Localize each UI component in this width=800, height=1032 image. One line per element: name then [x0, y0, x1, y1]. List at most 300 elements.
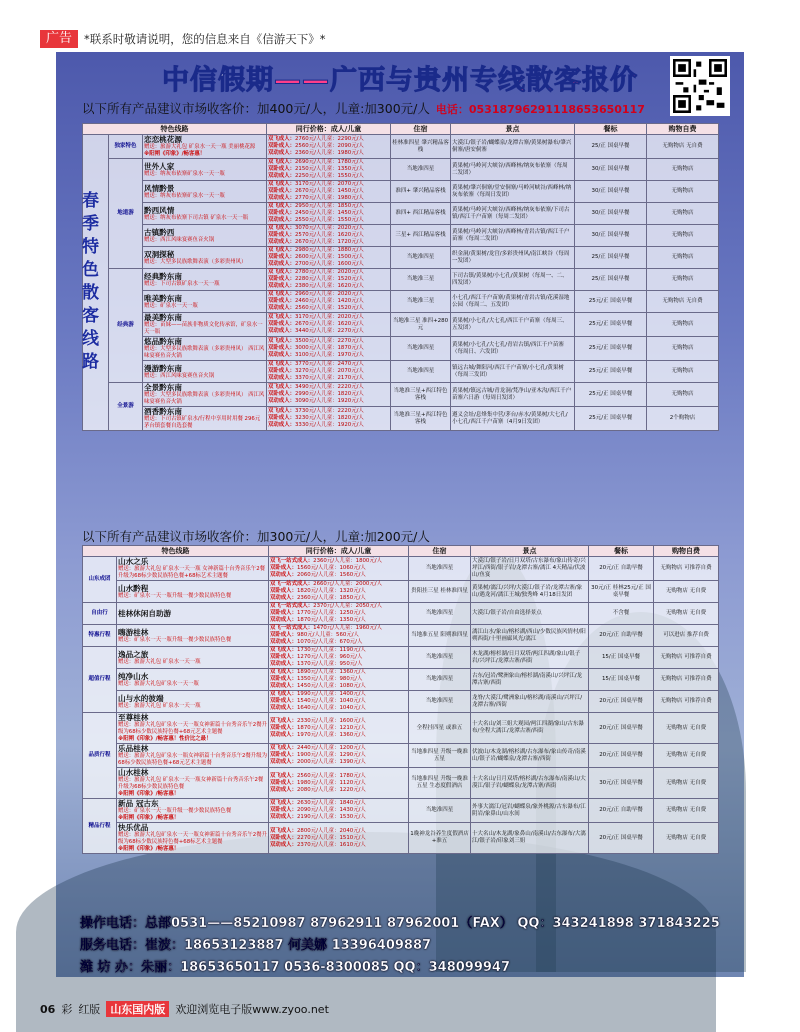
- meal-cell: 30/正 国桌早餐: [575, 225, 647, 247]
- shop-cell: 可以进店 推荐自费: [654, 625, 719, 647]
- price-adult: 3770元/人儿童：: [294, 361, 338, 367]
- price-type: 双动成人：: [268, 375, 295, 381]
- price-cell: [269, 744, 409, 768]
- price-adult: 3490元/人儿童：: [294, 384, 338, 390]
- price-type: 双飞成人：: [268, 181, 295, 187]
- shop-cell: 2个购物店: [647, 407, 719, 431]
- price-line: [268, 254, 389, 261]
- price-adult: 2560元/人儿童：: [294, 143, 338, 149]
- meal-cell: 25/正 国桌早餐: [575, 247, 647, 269]
- header-meal: 餐标: [589, 546, 654, 557]
- price-adult: 2330元/人儿童：: [296, 717, 340, 724]
- route-name[interactable]: 山与水的彼端: [118, 693, 164, 703]
- price-type: 双飞成人：: [268, 408, 295, 414]
- stay-cell: 当地准四星: [409, 691, 471, 713]
- price-line: [270, 732, 407, 739]
- spots-cell: 黄果树/马岭河大峡谷/西峰林/纳灰布依寨（每周二发团）: [451, 159, 575, 181]
- price-child: 1980元/人: [337, 195, 364, 201]
- route-cell: [143, 135, 267, 159]
- meal-cell: 25元/正 国桌早餐: [575, 291, 647, 313]
- price-cell: [269, 768, 409, 799]
- stay-cell: 当地准四星: [409, 647, 471, 669]
- spots-cell: 大漠江/银子岩/自由选择景点: [471, 603, 589, 625]
- price-adult: 2440元/人儿童：: [296, 745, 340, 751]
- stay-cell: 当地准四星: [409, 799, 471, 823]
- price-type: 双动成人：: [268, 422, 295, 428]
- spots-cell: 黄果树/漓江/兴坪/大漠江/银子岩/龙潭古寨/象山/遇龙河/漓江王城/独秀峰 4月18日发团: [471, 581, 589, 603]
- route-name[interactable]: 漫游黔东南: [144, 363, 182, 373]
- price-cell: [267, 313, 391, 337]
- price-child: 1920元/人: [337, 398, 364, 404]
- shop-cell: 无购物店: [647, 225, 719, 247]
- table-row: [83, 713, 719, 744]
- price-type: 双卧成人：: [270, 588, 297, 594]
- price-child: 1960元/人: [355, 625, 382, 631]
- price-type: 双卧成人：: [270, 724, 297, 731]
- stay-cell: 准四+ 西江精品客栈: [391, 203, 451, 225]
- shop-cell: 无购物店 可推荐自费: [654, 557, 719, 581]
- route-name[interactable]: 黔西风情: [144, 205, 175, 215]
- shop-cell: 无购物店 可推荐自费: [654, 691, 719, 713]
- route-name[interactable]: 山水桂林: [118, 768, 149, 777]
- header-meal: 餐标: [575, 124, 647, 135]
- price-child: 1210元/人: [339, 724, 366, 731]
- header-shop: 购物自费: [647, 124, 719, 135]
- price-type: 双卧成人：: [268, 143, 295, 149]
- price-type: 双飞成人：: [270, 745, 297, 751]
- price-type: 双动成人：: [268, 261, 295, 267]
- price-child: 1840元/人: [339, 800, 366, 806]
- header-stay: 住宿: [391, 124, 451, 135]
- price-line: [270, 787, 407, 794]
- price-adult: 1770元/人儿童：: [296, 610, 340, 616]
- spots-cell: 外事大漓江/冠岩/蝴蝶泉/象外桃源/古东瀑布/江阴岩/象鼻山/山水间: [471, 799, 589, 823]
- route-name[interactable]: 乐品桂林: [118, 744, 149, 753]
- price-line: [268, 173, 389, 180]
- contact-service[interactable]: 服务电话：崔波：18653123887 何美娜 13396409887: [80, 938, 432, 953]
- price-child: 2090元/人: [337, 143, 364, 149]
- stay-cell: 桂林准四星 肇兴精品客栈: [391, 135, 451, 159]
- price-adult: 2360元/人儿童：: [294, 150, 338, 156]
- price-adult: 1640元/人儿童：: [296, 705, 340, 711]
- price-type: 双卧成人：: [270, 807, 297, 813]
- route-name[interactable]: 悠品黔东南: [144, 337, 182, 346]
- price-child: 1780元/人: [337, 159, 364, 165]
- route-gift: 赠送：旅游大礼包 矿泉水一天一瓶 美丽桃花源: [144, 144, 256, 150]
- shop-cell: 无购物店 无自费: [654, 744, 719, 768]
- meal-cell: 25/正 国桌早餐: [575, 135, 647, 159]
- price-type: 双动成人：: [268, 398, 295, 404]
- stay-cell: 当地准三星+西江特色客栈: [391, 383, 451, 407]
- price-child: 1600元/人: [337, 261, 364, 267]
- route-gift: 赠送：旅游大礼包矿泉水一天一瓶女神新篇十台秀音乐午2餐升级为68标少数民族特色餐+68元艺术主题餐: [118, 722, 267, 735]
- price-line: [270, 698, 407, 705]
- price-adult: 2990元/人儿童：: [294, 391, 338, 397]
- price-child: 2070元/人: [337, 181, 364, 187]
- price-line: [268, 276, 389, 283]
- route-cell: [117, 603, 269, 625]
- route-name[interactable]: 山水黔程: [118, 583, 149, 593]
- spots-cell: 十大名山/刘三姐大观园/两江四湖/象山/古东瀑布/全程大漓江/龙潭古寨/西街: [471, 713, 589, 744]
- contact-phone[interactable]: 电话：05318796291118653650117: [435, 103, 645, 116]
- price-line: [268, 368, 389, 375]
- route-name[interactable]: 至尊桂林: [118, 713, 149, 722]
- meal-cell: 25元/正 国桌早餐: [575, 337, 647, 361]
- ad-tag: 广告: [40, 30, 78, 48]
- price-type: 双动成人：: [268, 283, 295, 289]
- price-type: 双动成人：: [268, 239, 295, 245]
- price-line: [270, 558, 407, 565]
- spots-cell: 镇远古城/舞阳河/西江千户苗寨/小七孔/黄果树（每周三发团）: [451, 361, 575, 383]
- price-cell: [267, 383, 391, 407]
- price-adult: 1820元/人儿童：: [296, 588, 340, 594]
- price-child: 1880元/人: [337, 247, 364, 253]
- route-gift: 赠送：纳灰布依寨矿泉水一天一瓶: [144, 170, 225, 177]
- price-line: [268, 261, 389, 268]
- table-row: [83, 691, 719, 713]
- browse-link[interactable]: 欢迎浏览电子版www.zyoo.net: [175, 1003, 329, 1016]
- price-line: [270, 625, 407, 632]
- route-cell: [143, 383, 267, 407]
- price-adult: 2460元/人儿童：: [294, 298, 338, 304]
- edition: 红版: [78, 1003, 101, 1016]
- price-child: 2170元/人: [337, 375, 364, 381]
- group-label: 精品行程: [83, 799, 117, 854]
- price-adult: 2600元/人儿童：: [294, 254, 338, 260]
- contact-weifang[interactable]: 潍 坊 办：朱丽：18653650117 0536-8300085 QQ：348099947: [80, 960, 511, 975]
- price-type: 双飞成人：: [270, 827, 297, 834]
- price-line: [268, 415, 389, 422]
- price-child: 1620元/人: [337, 232, 364, 238]
- price-line: [270, 647, 407, 654]
- table-row: [83, 768, 719, 799]
- ad-bar: [40, 30, 326, 48]
- price-child: 1500元/人: [337, 254, 364, 260]
- price-type: 双飞成人：: [268, 159, 295, 165]
- price-type: 双动成人：: [270, 683, 297, 689]
- route-name[interactable]: 快乐优品: [118, 823, 149, 832]
- stay-cell: 当地准五星 阳朔准四星: [409, 625, 471, 647]
- price-cell: [267, 337, 391, 361]
- group-label: 超值行程: [83, 647, 117, 713]
- stay-cell: 当地准三星: [391, 269, 451, 291]
- price-line: [270, 595, 407, 602]
- shop-cell: 无购物店 无自费: [654, 823, 719, 854]
- price-cell: [269, 581, 409, 603]
- table-row: [83, 744, 719, 768]
- price-type: 双动成人：: [270, 661, 297, 667]
- header-price: 同行价格：成人/儿童: [269, 546, 409, 557]
- price-type: 双动成人：: [270, 617, 297, 623]
- price-child: 2050元/人: [355, 603, 382, 609]
- price-cell: [269, 713, 409, 744]
- route-name[interactable]: 全景黔东南: [144, 383, 182, 392]
- price-type: 双动成人：: [270, 814, 297, 820]
- shop-cell: 无购物店 无自费: [647, 135, 719, 159]
- meal-cell: 30元/正 国桌早餐: [589, 768, 654, 799]
- page-footer: [40, 1001, 329, 1017]
- price-type: 双卧成人：: [270, 752, 297, 758]
- price-line: [268, 345, 389, 352]
- price-type: 双卧成人：: [268, 321, 295, 327]
- price-line: [268, 298, 389, 305]
- price-child: 950元/人: [339, 661, 363, 667]
- price-child: 1290元/人: [339, 752, 366, 758]
- price-child: 2220元/人: [337, 384, 364, 390]
- price-line: [268, 225, 389, 232]
- price-line: [270, 807, 407, 814]
- route-name[interactable]: 新品 冠古东: [118, 799, 159, 808]
- route-cell: [117, 691, 269, 713]
- price-type: 双动成人：: [270, 572, 297, 578]
- spots-cell: 黄果树/小七孔/大七孔/青岩古镇/西江千户苗寨（每周日、六发团）: [451, 337, 575, 361]
- price-child: 1550元/人: [337, 173, 364, 179]
- route-cell: [143, 247, 267, 269]
- route-name[interactable]: 双洞探秘: [144, 249, 175, 259]
- guilin-routes-table: [82, 545, 719, 854]
- season-label-text: 春季特色散客线路: [78, 190, 98, 375]
- price-adult: 3100元/人儿童：: [294, 352, 338, 358]
- route-gift: 赠送：矿泉水一天一瓶升级一餐少数民族特色餐: [118, 808, 232, 814]
- price-adult: 2370元/人儿童：: [313, 603, 356, 609]
- price-adult: 1890元/人儿童：: [296, 669, 340, 675]
- route-name[interactable]: 纯净山水: [118, 671, 149, 681]
- price-adult: 3090元/人儿童：: [294, 398, 338, 404]
- table-row: [83, 603, 719, 625]
- group-label: 特惠行程: [83, 625, 117, 647]
- spots-cell: 黄果树/肇兴侗寨/堂安侗寨/马岭河峡谷/西峰林/纳灰布依寨（每周日发团）: [451, 181, 575, 203]
- price-line: [270, 572, 407, 579]
- route-gift: 赠送：西江风味宴赛鱼音火锅: [144, 372, 215, 379]
- page-title: 中信假期——广西与贵州专线散客报价: [162, 65, 638, 96]
- contact-operation[interactable]: 操作电话：总部0531——85210987 87962911 87962001（FAX） QQ：343241898 371843225: [80, 916, 720, 931]
- price-child: 2070元/人: [337, 368, 364, 374]
- price-cell: [269, 625, 409, 647]
- price-adult: 2280元/人儿童：: [294, 276, 338, 282]
- price-child: 1520元/人: [337, 276, 364, 282]
- table-row: [83, 823, 719, 854]
- route-cell: [117, 799, 269, 823]
- price-type: 双飞成人：: [270, 669, 297, 675]
- price-line: [268, 384, 389, 391]
- price-adult: 2270元/人儿童：: [296, 834, 340, 841]
- price-line: [268, 305, 389, 312]
- spots-cell: 木龙湖/榕杉湖/日月双塔/两江四湖/象山/银子岩/兴坪江/龙潭古寨/西街: [471, 647, 589, 669]
- price-adult: 1870元/人儿童：: [296, 724, 340, 731]
- shop-cell: 无购物店: [647, 203, 719, 225]
- price-child: 960元/人: [339, 654, 363, 660]
- route-name[interactable]: 桂林休闲自助游: [118, 609, 172, 618]
- price-adult: 2670元/人儿童：: [294, 188, 338, 194]
- price-adult: 2360元/人儿童：: [296, 595, 340, 601]
- group-label: 自由行: [83, 603, 117, 625]
- price-adult: 1270元/人儿童：: [296, 654, 340, 660]
- price-type: 双飞成人：: [270, 717, 297, 724]
- price-line: [270, 842, 407, 849]
- price-child: 1560元/人: [339, 572, 366, 578]
- route-gift: 赠送：矿泉水一天一瓶升级一餐少数民族特色餐: [118, 592, 232, 599]
- meal-cell: 30/正 国桌早餐: [575, 159, 647, 181]
- price-line: [270, 683, 407, 690]
- price-child: 1200元/人: [339, 745, 366, 751]
- shop-cell: 无购物店 无自费: [654, 799, 719, 823]
- price-type: 双卧成人：: [268, 166, 295, 172]
- route-gift: 赠送：下司古镇矿泉水/行程中享用时用餐 296元茅台镇套餐自选套餐: [144, 416, 261, 429]
- price-adult: 2090元/人儿童：: [296, 807, 340, 813]
- route-name[interactable]: 最美黔东南: [144, 313, 182, 322]
- qr-code-icon: [673, 59, 727, 113]
- price-type: 双飞成人：: [270, 772, 297, 779]
- price-adult: 1900元/人儿童：: [296, 752, 340, 758]
- group-label: 独家特色: [109, 135, 143, 159]
- price-child: 1350元/人: [339, 617, 366, 623]
- price-adult: 2150元/人儿童：: [294, 166, 338, 172]
- price-child: 1600元/人: [339, 717, 366, 724]
- stay-cell: 准四+ 肇兴精品客栈: [391, 181, 451, 203]
- price-line: [268, 159, 389, 166]
- price-cell: [267, 407, 391, 431]
- route-name[interactable]: 经典黔东南: [144, 271, 182, 281]
- meal-cell: 25/正 国桌早餐: [575, 269, 647, 291]
- qr-code[interactable]: [670, 56, 730, 116]
- route-gift: 赠送：旅游大礼包 矿泉水一天一瓶: [118, 658, 201, 665]
- price-type: 双飞成人：: [268, 361, 295, 367]
- route-name[interactable]: 唯美黔东南: [144, 293, 182, 303]
- route-name[interactable]: 山水之乐: [118, 557, 149, 566]
- price-adult: 1350元/人儿童：: [296, 676, 340, 682]
- route-cell: [143, 407, 267, 431]
- ad-notice: *联系时敬请说明，您的信息来自《信游天下》*: [84, 32, 326, 46]
- price-child: 1780元/人: [339, 772, 366, 779]
- meal-cell: 20元/正 国桌早餐: [589, 744, 654, 768]
- price-line: [268, 408, 389, 415]
- price-child: 1360元/人: [339, 731, 366, 738]
- route-name[interactable]: 嗨游桂林: [118, 627, 149, 637]
- route-name[interactable]: 古镇黔西: [144, 227, 175, 237]
- price-type: 双动成人：: [268, 328, 295, 334]
- table-row: [83, 647, 719, 669]
- price-type: 双动成人：: [270, 841, 297, 848]
- table-row: [83, 799, 719, 823]
- spots-cell: 黄果树/小七孔/大七孔/西江千户苗寨（每周三、五发团）: [451, 313, 575, 337]
- route-gift: 赠送：纳灰布依寨下司古镇 矿泉水一天一瓶: [144, 214, 249, 221]
- route-gift: 赠送：旅游大礼包矿泉水一天一瓶女神新篇十台秀音乐午2餐升级为68标少数民族特色餐+68标艺术主题餐: [118, 832, 267, 845]
- price-adult: 1540元/人儿童：: [296, 698, 340, 704]
- spots-cell: 漓江山水/象山/榕杉湖/西山/少数民族风情村/阳朔西街/十里画廊风光/漓江: [471, 625, 589, 647]
- price-type: 双卧成人：: [270, 698, 297, 704]
- price-adult: 2760元/人儿童：: [294, 136, 338, 142]
- shop-cell: 无购物店: [647, 269, 719, 291]
- price-line: [270, 780, 407, 787]
- table-row: [83, 181, 719, 203]
- price-adult: 2770元/人儿童：: [294, 195, 338, 201]
- price-type: 双动成人：: [270, 705, 297, 711]
- shop-cell: 无购物店: [647, 361, 719, 383]
- price-type: 双卧成人：: [270, 654, 297, 660]
- price-line: [270, 705, 407, 712]
- route-gift: 赠送：西江风味宴赛鱼音火锅: [144, 236, 215, 243]
- price-cell: [267, 203, 391, 225]
- shop-cell: 无购物店 无自费: [647, 291, 719, 313]
- price-adult: 3730元/人儿童：: [294, 408, 338, 414]
- price-line: [270, 759, 407, 766]
- stay-cell: 当地准三星: [391, 291, 451, 313]
- route-gift: 赠送：旅游大礼包 矿泉水一天一瓶: [118, 702, 201, 709]
- price-type: 双卧成人：: [268, 232, 295, 238]
- route-name[interactable]: 世外人家: [144, 161, 175, 171]
- shop-cell: 无购物店: [647, 383, 719, 407]
- stay-cell: 当地准四星: [409, 603, 471, 625]
- meal-cell: 20元/正 国桌早餐: [589, 691, 654, 713]
- brochure-panel: [56, 52, 744, 977]
- header-line: 特色线路: [83, 546, 269, 557]
- price-line: [268, 352, 389, 359]
- price-adult: 3330元/人儿童：: [294, 422, 338, 428]
- price-type: 双动成人：: [270, 786, 297, 793]
- price-adult: 2950元/人儿童：: [294, 203, 338, 209]
- price-adult: 1070元/人儿童：: [296, 639, 340, 645]
- price-line: [268, 375, 389, 382]
- price-line: [268, 291, 389, 298]
- route-gift: 赠送：旅游大礼包 矿泉水一天一瓶女神新篇十台秀音乐午2餐升级为68标少数民族特色餐: [118, 777, 264, 790]
- price-adult: 3370元/人儿童：: [294, 375, 338, 381]
- route-name[interactable]: 恋恋桃花源: [144, 135, 182, 144]
- table-row: [83, 313, 719, 337]
- price-type: 双卧成人：: [268, 345, 295, 351]
- route-cell: [143, 159, 267, 181]
- price-type: 双动成人：: [268, 305, 295, 311]
- meal-cell: 25元/正 国桌早餐: [575, 383, 647, 407]
- shop-cell: 无购物店: [647, 159, 719, 181]
- price-type: 双飞成人：: [270, 800, 297, 806]
- meal-cell: 15/正 国桌早餐: [589, 669, 654, 691]
- price-type: 双飞成人：: [268, 291, 295, 297]
- price-child: 1980元/人: [337, 150, 364, 156]
- page-color: 彩: [61, 1003, 73, 1016]
- price-type: 双卧成人：: [268, 298, 295, 304]
- price-child: 1420元/人: [337, 298, 364, 304]
- price-type: 双卧成人：: [268, 391, 295, 397]
- route-cell: [117, 647, 269, 669]
- spring-routes-table: [78, 123, 719, 431]
- price-child: 1040元/人: [339, 705, 366, 711]
- route-name[interactable]: 酒香黔东南: [144, 407, 182, 416]
- price-child: 1870元/人: [337, 345, 364, 351]
- price-line: [270, 603, 407, 610]
- table-row: [83, 361, 719, 383]
- price-line: [268, 217, 389, 224]
- shop-cell: 无购物店 可推荐自费: [654, 647, 719, 669]
- price-type: 双卧成人：: [268, 254, 295, 260]
- price-child: 2290元/人: [337, 136, 364, 142]
- price-cell: [269, 691, 409, 713]
- price-adult: 3270元/人儿童：: [294, 368, 338, 374]
- price-adult: 3440元/人儿童：: [294, 328, 338, 334]
- price-child: 1450元/人: [337, 188, 364, 194]
- price-adult: 1730元/人儿童：: [296, 647, 340, 653]
- price-adult: 2960元/人儿童：: [294, 291, 338, 297]
- route-name[interactable]: 逸品之旅: [118, 649, 149, 659]
- price-line: [268, 398, 389, 405]
- price-adult: 2450元/人儿童：: [294, 210, 338, 216]
- price-cell: [267, 247, 391, 269]
- route-note: ※阳朔《印象》/畅客惠！: [118, 815, 180, 821]
- route-name[interactable]: 风情黔景: [144, 183, 175, 193]
- route-cell: [117, 581, 269, 603]
- price-line: [270, 691, 407, 698]
- price-child: 1360元/人: [339, 669, 366, 675]
- table-row: [83, 269, 719, 291]
